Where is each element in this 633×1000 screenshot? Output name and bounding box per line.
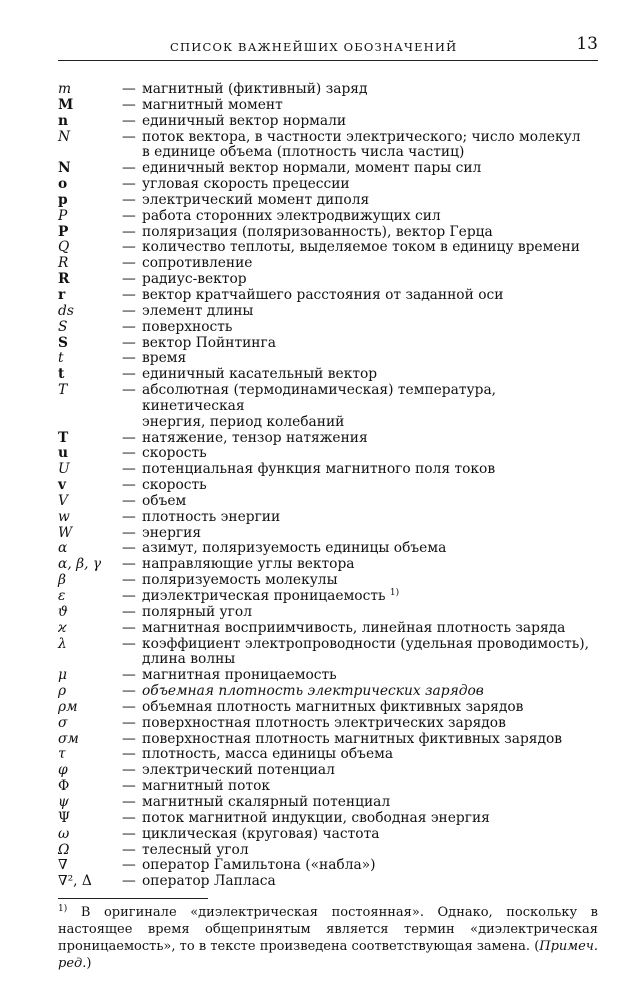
footnote-rule xyxy=(58,898,208,899)
notation-symbol: ϑ xyxy=(58,603,68,620)
notation-symbol: Q xyxy=(58,239,70,256)
notation-definition xyxy=(142,446,600,462)
notation-dash: — xyxy=(122,223,136,240)
notation-definition xyxy=(142,145,600,161)
notation-definition xyxy=(142,573,600,589)
notation-definition-text: элемент длины xyxy=(142,302,254,319)
notation-definition-text: единичный вектор нормали xyxy=(142,112,347,129)
notation-entry xyxy=(58,225,600,241)
notation-entry xyxy=(58,431,600,447)
notation-symbol: ρм xyxy=(58,698,78,715)
notation-dash: — xyxy=(122,81,136,97)
notation-symbol: ω xyxy=(58,825,70,842)
notation-entry xyxy=(58,795,600,811)
notation-entry xyxy=(58,811,600,827)
notation-definition xyxy=(142,225,600,241)
notation-symbol: ρ xyxy=(58,683,67,700)
notation-entry xyxy=(58,98,600,114)
notation-definition-text: угловая скорость прецессии xyxy=(142,176,350,193)
notation-definition-text: поляризация (поляризованность), вектор Герца xyxy=(142,223,493,240)
notation-definition-text: оператор Лапласа xyxy=(142,873,276,890)
notation-entry xyxy=(58,130,600,146)
notation-entry xyxy=(58,858,600,874)
notation-dash: — xyxy=(122,191,136,208)
notation-definition xyxy=(142,415,600,431)
notation-symbol: τ xyxy=(58,746,66,763)
notation-entry xyxy=(58,827,600,843)
notation-entry xyxy=(58,367,600,383)
notation-symbol: ∇², Δ xyxy=(58,873,92,890)
notation-definition xyxy=(142,700,600,716)
notation-dash: — xyxy=(122,540,136,557)
notation-entry xyxy=(58,177,600,193)
notation-dash: — xyxy=(122,841,136,858)
notation-definition xyxy=(142,240,600,256)
notation-symbol: Ω xyxy=(58,841,70,858)
notation-symbol: o xyxy=(58,176,68,193)
notation-dash: — xyxy=(122,112,136,129)
notation-dash: — xyxy=(122,730,136,747)
notation-definition-text: длина волны xyxy=(142,651,236,668)
notation-entry xyxy=(58,779,600,795)
notation-definition xyxy=(142,494,600,510)
notation-definition-text: магнитный момент xyxy=(142,96,283,113)
notation-symbol: ϰ xyxy=(58,619,67,636)
notation-symbol xyxy=(58,415,122,431)
notation-dash: — xyxy=(122,793,136,810)
footnote-editor-note: Примеч. ред. xyxy=(58,939,598,971)
notation-dash: — xyxy=(122,762,136,779)
notation-symbol: P xyxy=(58,223,69,240)
notation-dash: — xyxy=(122,873,136,890)
notation-definition-text: работа сторонних электродвижущих сил xyxy=(142,207,441,224)
notation-definition-text: азимут, поляризуемость единицы объема xyxy=(142,540,447,557)
notation-dash: — xyxy=(122,334,136,351)
footnote-reference: 1) xyxy=(389,588,400,598)
notation-definition xyxy=(142,589,600,605)
notation-dash: — xyxy=(122,366,136,383)
notation-definition-text: объемная плотность электрических зарядов xyxy=(142,683,484,700)
notation-definition xyxy=(142,763,600,779)
notation-symbol: α xyxy=(58,540,68,557)
notation-entry-continuation xyxy=(58,652,600,668)
notation-definition-text: радиус-вектор xyxy=(142,271,247,288)
notation-definition xyxy=(142,637,600,653)
notation-definition-text: время xyxy=(142,350,187,367)
notation-entry xyxy=(58,605,600,621)
notation-entry xyxy=(58,304,600,320)
notation-definition xyxy=(142,351,600,367)
notation-symbol: S xyxy=(58,318,68,335)
notation-entry xyxy=(58,320,600,336)
notation-symbol: W xyxy=(58,524,73,541)
notation-dash: — xyxy=(122,492,136,509)
notation-definition xyxy=(142,526,600,542)
notation-definition-text: скорость xyxy=(142,477,207,494)
notation-entry xyxy=(58,114,600,130)
notation-definition-text: плотность, масса единицы объема xyxy=(142,746,394,763)
notation-definition xyxy=(142,114,600,130)
notation-symbol: α, β, γ xyxy=(58,556,102,573)
notation-definition xyxy=(142,98,600,114)
notation-definition xyxy=(142,541,600,557)
notation-definition xyxy=(142,272,600,288)
notation-symbol: T xyxy=(58,429,69,446)
notation-dash: — xyxy=(122,524,136,541)
notation-entry xyxy=(58,161,600,177)
notation-definition xyxy=(142,621,600,637)
notation-entry xyxy=(58,557,600,573)
notation-definition-text: в единице объема (плотность числа частиц) xyxy=(142,144,465,161)
page-number: 13 xyxy=(576,34,598,54)
notation-dash: — xyxy=(122,588,136,604)
notation-entry xyxy=(58,526,600,542)
notation-entry xyxy=(58,668,600,684)
notation-definition-text: натяжение, тензор натяжения xyxy=(142,429,368,446)
notation-symbol xyxy=(58,145,122,161)
notation-dash: — xyxy=(122,683,136,700)
notation-definition-text: количество теплоты, выделяемое током в единицу времени xyxy=(142,239,580,256)
notation-entry xyxy=(58,478,600,494)
notation-definition xyxy=(142,383,600,415)
notation-definition-text: скорость xyxy=(142,445,207,462)
notation-entry xyxy=(58,446,600,462)
notation-definition xyxy=(142,668,600,684)
footnote-close: ) xyxy=(86,956,92,971)
notation-definition xyxy=(142,684,600,700)
notation-definition-text: плотность энергии xyxy=(142,508,281,525)
notation-definition-text: абсолютная (термодинамическая) температура, кинетическая xyxy=(142,382,497,414)
notation-entry xyxy=(58,732,600,748)
notation-definition-text: электрический момент диполя xyxy=(142,191,370,208)
notation-definition-text: энергия xyxy=(142,524,202,541)
notation-dash: — xyxy=(122,508,136,525)
notation-definition xyxy=(142,256,600,272)
notation-entry xyxy=(58,589,600,605)
notation-entry xyxy=(58,621,600,637)
footnote xyxy=(58,904,598,972)
notation-entry xyxy=(58,383,600,415)
notation-definition-text: поверхность xyxy=(142,318,233,335)
notation-entry xyxy=(58,541,600,557)
notation-symbol: v xyxy=(58,477,67,494)
notation-entry xyxy=(58,240,600,256)
notation-symbol: R xyxy=(58,255,69,272)
notation-entry-continuation xyxy=(58,145,600,161)
notation-entry xyxy=(58,288,600,304)
notation-dash: — xyxy=(122,302,136,319)
notation-entry xyxy=(58,874,600,890)
notation-symbol: Ψ xyxy=(58,809,71,826)
notation-definition xyxy=(142,732,600,748)
notation-symbol: β xyxy=(58,572,66,589)
notation-definition xyxy=(142,82,600,98)
notation-definition-text: единичный вектор нормали, момент пары сил xyxy=(142,160,482,177)
notation-definition-text: поверхностная плотность электрических зарядов xyxy=(142,714,506,731)
notation-dash: — xyxy=(122,667,136,684)
notation-entry xyxy=(58,716,600,732)
notation-definition-text: поверхностная плотность магнитных фиктивных зарядов xyxy=(142,730,563,747)
notation-definition xyxy=(142,130,600,146)
notation-symbol: σ xyxy=(58,714,68,731)
notation-entry xyxy=(58,573,600,589)
notation-symbol: Φ xyxy=(58,778,70,795)
notation-dash: — xyxy=(122,382,136,399)
notation-dash: — xyxy=(122,746,136,763)
notation-dash: — xyxy=(122,857,136,874)
notation-definition-text: объем xyxy=(142,492,187,509)
notation-definition-text: телесный угол xyxy=(142,841,249,858)
notation-definition xyxy=(142,431,600,447)
notation-definition-text: поток магнитной индукции, свободная энергия xyxy=(142,809,490,826)
notation-entry xyxy=(58,843,600,859)
notation-definition xyxy=(142,367,600,383)
notation-entry xyxy=(58,82,600,98)
notation-entry xyxy=(58,700,600,716)
notation-definition-text: вектор Пойнтинга xyxy=(142,334,276,351)
notation-symbol: ε xyxy=(58,588,66,604)
notation-definition-text: объемная плотность магнитных фиктивных зарядов xyxy=(142,698,524,715)
notation-definition-text: магнитная восприимчивость, линейная плотность заряда xyxy=(142,619,566,636)
notation-dash: — xyxy=(122,809,136,826)
notation-dash: — xyxy=(122,714,136,731)
notation-dash: — xyxy=(122,128,136,145)
notation-dash: — xyxy=(122,160,136,177)
notation-definition xyxy=(142,716,600,732)
notation-symbol: t xyxy=(58,350,64,367)
notation-dash: — xyxy=(122,207,136,224)
notation-symbol: p xyxy=(58,191,68,208)
notation-dash: — xyxy=(122,271,136,288)
notation-definition xyxy=(142,336,600,352)
notation-symbol xyxy=(58,652,122,668)
notation-definition xyxy=(142,874,600,890)
notation-definition-text: направляющие углы вектора xyxy=(142,556,355,573)
notation-entry-continuation xyxy=(58,415,600,431)
notation-symbol: σм xyxy=(58,730,79,747)
notation-definition xyxy=(142,779,600,795)
notation-dash: — xyxy=(122,176,136,193)
notation-symbol: μ xyxy=(58,667,67,684)
notation-definition xyxy=(142,209,600,225)
notation-symbol: N xyxy=(58,160,71,177)
notation-definition xyxy=(142,510,600,526)
notation-entry xyxy=(58,209,600,225)
notation-definition xyxy=(142,193,600,209)
notation-dash: — xyxy=(122,318,136,335)
notation-entry xyxy=(58,494,600,510)
notation-definition-text: оператор Гамильтона («набла») xyxy=(142,857,376,874)
notation-symbol: φ xyxy=(58,762,68,779)
notation-dash: — xyxy=(122,635,136,652)
notation-definition xyxy=(142,304,600,320)
notation-definition-text: единичный касательный вектор xyxy=(142,366,378,383)
notation-entry xyxy=(58,763,600,779)
notation-entry xyxy=(58,351,600,367)
notation-symbol: V xyxy=(58,492,68,509)
notation-definition xyxy=(142,320,600,336)
notation-symbol: M xyxy=(58,96,74,113)
notation-entry xyxy=(58,193,600,209)
notation-definition-text: диэлектрическая проницаемость xyxy=(142,588,386,604)
notation-definition-text: поляризуемость молекулы xyxy=(142,572,338,589)
notation-entry xyxy=(58,462,600,478)
notation-symbol: λ xyxy=(58,635,67,652)
page-title: СПИСОК ВАЖНЕЙШИХ ОБОЗНАЧЕНИЙ xyxy=(170,40,458,54)
notation-dash: — xyxy=(122,619,136,636)
notation-list xyxy=(58,82,600,890)
notation-dash: — xyxy=(122,778,136,795)
notation-symbol: T xyxy=(58,382,68,399)
notation-dash xyxy=(122,652,142,668)
notation-dash: — xyxy=(122,825,136,842)
notation-dash: — xyxy=(122,350,136,367)
notation-entry xyxy=(58,256,600,272)
notation-symbol: ψ xyxy=(58,793,69,810)
notation-definition-text: поток вектора, в частности электрического; число молекул xyxy=(142,128,581,145)
notation-definition-text: магнитная проницаемость xyxy=(142,667,337,684)
notation-definition xyxy=(142,478,600,494)
notation-dash: — xyxy=(122,461,136,478)
notation-definition xyxy=(142,858,600,874)
notation-dash: — xyxy=(122,445,136,462)
notation-dash xyxy=(122,415,142,431)
notation-symbol: S xyxy=(58,334,68,351)
notation-definition-text: электрический потенциал xyxy=(142,762,335,779)
notation-symbol: m xyxy=(58,81,72,97)
notation-dash: — xyxy=(122,698,136,715)
notation-definition-text: полярный угол xyxy=(142,603,252,620)
notation-definition xyxy=(142,605,600,621)
notation-symbol: U xyxy=(58,461,70,478)
notation-dash: — xyxy=(122,572,136,589)
notation-definition-text: коэффициент электропроводности (удельная проводимость), xyxy=(142,635,590,652)
notation-symbol: r xyxy=(58,286,66,303)
notation-symbol: R xyxy=(58,271,70,288)
notation-definition-text: магнитный поток xyxy=(142,778,271,795)
notation-entry xyxy=(58,684,600,700)
notation-definition-text: вектор кратчайшего расстояния от заданной оси xyxy=(142,286,504,303)
notation-definition xyxy=(142,557,600,573)
notation-symbol: w xyxy=(58,508,70,525)
notation-definition-text: циклическая (круговая) частота xyxy=(142,825,380,842)
notation-definition-text: магнитный (фиктивный) заряд xyxy=(142,81,368,97)
notation-symbol: n xyxy=(58,112,69,129)
notation-definition xyxy=(142,827,600,843)
footnote-text: В оригинале «диэлектрическая постоянная». Однако, поскольку в настоящее время общепринятым является термин «диэлектрическая проницаемость», то в тексте произведена соответствующая замена. ( xyxy=(58,905,599,954)
notation-dash: — xyxy=(122,556,136,573)
notation-definition xyxy=(142,177,600,193)
notation-dash: — xyxy=(122,239,136,256)
notation-definition xyxy=(142,795,600,811)
notation-symbol: u xyxy=(58,445,69,462)
notation-entry xyxy=(58,747,600,763)
notation-symbol: t xyxy=(58,366,65,383)
notation-definition xyxy=(142,161,600,177)
notation-dash: — xyxy=(122,286,136,303)
notation-entry xyxy=(58,336,600,352)
notation-symbol: ds xyxy=(58,302,74,319)
notation-entry xyxy=(58,272,600,288)
notation-definition xyxy=(142,652,600,668)
notation-symbol: P xyxy=(58,207,68,224)
notation-definition xyxy=(142,747,600,763)
notation-entry xyxy=(58,637,600,653)
notation-definition-text: магнитный скалярный потенциал xyxy=(142,793,391,810)
notation-definition xyxy=(142,462,600,478)
notation-symbol: N xyxy=(58,128,71,145)
notation-definition xyxy=(142,811,600,827)
header-rule xyxy=(58,60,598,61)
notation-entry xyxy=(58,510,600,526)
notation-definition-text: энергия, период колебаний xyxy=(142,413,345,430)
notation-definition xyxy=(142,288,600,304)
notation-dash: — xyxy=(122,477,136,494)
notation-dash xyxy=(122,145,142,161)
notation-definition-text: сопротивление xyxy=(142,255,253,272)
running-header xyxy=(58,34,598,58)
notation-dash: — xyxy=(122,603,136,620)
notation-dash: — xyxy=(122,429,136,446)
notation-dash: — xyxy=(122,96,136,113)
notation-definition-text: потенциальная функция магнитного поля токов xyxy=(142,461,496,478)
notation-dash: — xyxy=(122,255,136,272)
notation-symbol: ∇ xyxy=(58,857,68,874)
notation-definition xyxy=(142,843,600,859)
footnote-marker: 1) xyxy=(58,904,68,914)
